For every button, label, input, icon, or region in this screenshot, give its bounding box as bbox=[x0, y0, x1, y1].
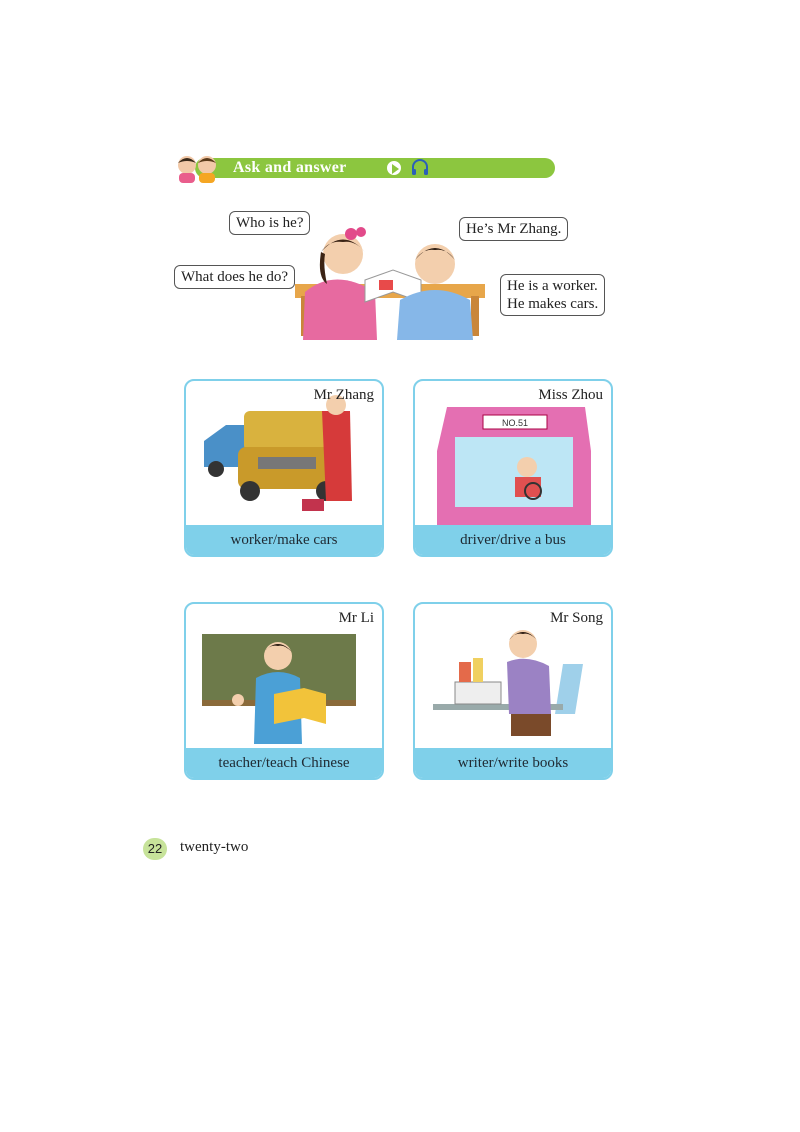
card-caption: teacher/teach Chinese bbox=[186, 748, 382, 778]
page-number-words: twenty-two bbox=[180, 839, 249, 855]
occupation-card-worker bbox=[184, 379, 384, 557]
speech-bubble-boy-1: He’s Mr Zhang. bbox=[459, 217, 568, 241]
card-name: Mr Song bbox=[550, 610, 603, 626]
kids-icon bbox=[173, 153, 225, 183]
speech-bubble-boy-2 bbox=[500, 274, 605, 316]
card-caption: worker/make cars bbox=[186, 525, 382, 555]
occupation-card-writer bbox=[413, 602, 613, 780]
speech-line: He is a worker. bbox=[507, 278, 598, 294]
occupation-card-teacher bbox=[184, 602, 384, 780]
section-title: Ask and answer bbox=[233, 159, 347, 176]
occupation-card-driver bbox=[413, 379, 613, 557]
bus-sign: NO.51 bbox=[501, 418, 529, 428]
page-number-badge: 22 bbox=[143, 838, 167, 860]
children-reading-illustration bbox=[295, 222, 485, 340]
speech-line: He makes cars. bbox=[507, 296, 599, 312]
card-caption: writer/write books bbox=[415, 748, 611, 778]
section-header bbox=[173, 153, 413, 183]
play-icon[interactable] bbox=[385, 159, 403, 177]
card-name: Mr Li bbox=[338, 610, 374, 626]
speech-bubble-girl-2: What does he do? bbox=[174, 265, 295, 289]
card-name: Mr Zhang bbox=[313, 387, 374, 403]
headphones-icon[interactable] bbox=[410, 158, 430, 178]
card-name: Miss Zhou bbox=[538, 387, 603, 403]
card-caption: driver/drive a bus bbox=[415, 525, 611, 555]
speech-bubble-girl-1: Who is he? bbox=[229, 211, 310, 235]
